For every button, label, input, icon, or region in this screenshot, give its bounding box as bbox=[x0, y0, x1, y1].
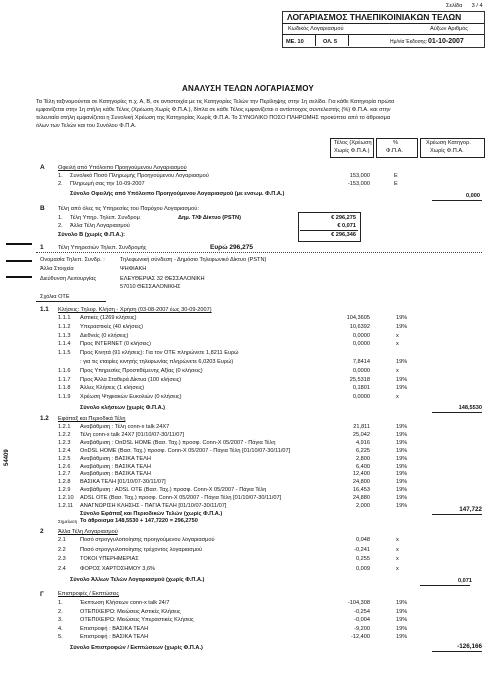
item-label: Αναβάθμιση : Τέλη conn-x talk 24X7 bbox=[80, 424, 170, 430]
item-vat: 19% bbox=[396, 503, 408, 509]
item-vat: x bbox=[396, 537, 399, 543]
intro-line: Τα Τέλη ταξινομούνται σε Κατηγορίες π.χ. Α, Β, σε αντιστοιχία με τις Κατηγορίες Τελών την Περίληψης στην 1η σελίδα. Για κάθε Κατηγορία πρώτα bbox=[36, 99, 395, 105]
item-vat: 19% bbox=[396, 617, 408, 624]
item-amount: 104,3605 bbox=[346, 315, 370, 321]
item-label: Επιστροφή : ΒΑΣΙΚΑ ΤΕΛΗ bbox=[80, 634, 149, 641]
item-label: Έκπτωση Κλήσεων conn-x talk 24/7 bbox=[80, 600, 170, 606]
item-label: Τέλη conn-x talk 24X7 [01/10/07-30/11/07] bbox=[80, 431, 185, 438]
item-vat: 19% bbox=[396, 600, 408, 606]
item-number: 1.2.6 bbox=[58, 463, 71, 470]
item-number: 2. bbox=[58, 181, 63, 187]
item-amount: -104,308 bbox=[347, 600, 370, 606]
item-amount: 24,800 bbox=[352, 479, 370, 486]
item-amount: 0,0000 bbox=[352, 341, 370, 348]
item-amount: 25,042 bbox=[352, 431, 370, 438]
issue-date-label: Ημ/νία Έκδοσης: bbox=[390, 39, 428, 45]
section-total: € 296,346 bbox=[331, 232, 356, 238]
item-label: Αναβάθμιση : ΒΑΣΙΚΑ ΤΕΛΗ bbox=[80, 455, 151, 462]
item-number: 2.2 bbox=[58, 546, 66, 553]
item-number: 1.2.11 bbox=[58, 503, 74, 509]
item-number: 1.2.3 bbox=[58, 439, 71, 446]
section-title: Οφειλή από Υπόλοιπο Προηγούμενου Λογαριασμού bbox=[58, 165, 187, 171]
margin-dash bbox=[6, 260, 32, 262]
item-number: 5. bbox=[58, 634, 63, 641]
item-label: Τέλη Υπηρ. Τηλεπ. Συνδρομ bbox=[70, 215, 140, 221]
section-letter: Α bbox=[40, 164, 45, 171]
item-amount: 0,048 bbox=[356, 537, 370, 543]
subscriber-label: Αύξων Αριθμός bbox=[430, 26, 469, 32]
item-number: 2. bbox=[58, 223, 63, 229]
item-vat: x bbox=[396, 565, 399, 572]
margin-dash bbox=[6, 276, 32, 278]
item-amount: 2,000 bbox=[356, 503, 370, 509]
item-number: 1.1.4 bbox=[58, 341, 71, 348]
column-header-text: % bbox=[393, 140, 398, 146]
info-key: Διεύθυνση Λειτουργίας bbox=[40, 276, 97, 282]
section-total-label: Σύνολο Οφειλής από Υπόλοιπο Προηγούμενου Λογαριασμού (με ενσωμ. Φ.Π.Α.) bbox=[70, 191, 285, 197]
item-number: 1.1.3 bbox=[58, 332, 71, 339]
document-header-title: ΛΟΓΑΡΙΑΣΜΟΣ ΤΗΛΕΠΙΚΟΙΝΙΑΚΩΝ ΤΕΛΩΝ bbox=[287, 12, 462, 22]
item-amount: € 296,275 bbox=[331, 215, 356, 221]
item-label: ΑΝΑΓΝΩΡΙΣΗ ΚΛΗΣΗΣ - ΠΑΓΙΑ ΤΕΛΗ [01/10/07-30/11/07] bbox=[80, 503, 227, 509]
item-vat: 19% bbox=[396, 431, 408, 438]
column-header-text: Χωρίς Φ.Π.Α. bbox=[430, 148, 464, 154]
item-label: Άλλα Τέλη Λογαριασμού bbox=[70, 223, 130, 229]
item-number: 1.2.8 bbox=[58, 479, 71, 486]
item-label: Συνολικό Ποσό Πληρωμής Προηγούμενου Λογαριασμού bbox=[70, 173, 209, 179]
item-label: Ποσό στρογγυλοποίησης τρέχοντος λογαριασμού bbox=[80, 546, 203, 553]
item-amount: 6,400 bbox=[356, 463, 370, 470]
item-vat: 19% bbox=[396, 634, 408, 641]
item-vat: 19% bbox=[396, 495, 408, 502]
section-total: 147,722 bbox=[459, 506, 482, 513]
item-label: Αναβάθμιση : OnDSL HOME (Βασ. Ταχ.) προσφ. Conn-X 05/2007 - Πάγια Τέλη bbox=[80, 439, 276, 446]
section-total-label: Σύνολο κλήσεων (χωρίς Φ.Π.Α.) bbox=[80, 405, 166, 411]
section-title: Άλλα Τέλη Λογαριασμού bbox=[58, 529, 118, 535]
item-label: Υπεραστικές (40 κλήσεις) bbox=[80, 323, 144, 330]
info-value: 57010 ΘΕΣΣΑΛΟΝΙΚΗΣ bbox=[120, 284, 181, 290]
item-vat: x bbox=[396, 341, 399, 348]
item-vat: 19% bbox=[396, 315, 408, 321]
item-amount: 6,225 bbox=[356, 447, 370, 454]
section-total-label: Σύνολο Εφάπαξ και Περιοδικών Τελών (χωρίς Φ.Π.Α.) bbox=[80, 511, 223, 517]
item-number: 3. bbox=[58, 617, 63, 624]
item-vat: 19% bbox=[396, 385, 408, 392]
item-vat: 19% bbox=[396, 463, 408, 470]
section-title: Εφάπαξ και Περιοδικά Τέλη bbox=[58, 416, 126, 422]
item-vat: 19% bbox=[396, 487, 408, 494]
item-vat: 19% bbox=[396, 323, 408, 330]
section-total: -126,166 bbox=[457, 643, 482, 650]
item-amount: -12,400 bbox=[351, 634, 370, 641]
section-letter: Γ bbox=[40, 591, 44, 598]
item-amount: € 0,071 bbox=[337, 223, 356, 229]
item-vat: 19% bbox=[396, 625, 408, 632]
subscription-number: 1 bbox=[40, 244, 44, 251]
item-vat: 19% bbox=[396, 608, 408, 615]
margin-dash bbox=[6, 243, 32, 245]
item-number: 1.2.10 bbox=[58, 495, 74, 502]
item-number: 1.2.4 bbox=[58, 447, 71, 454]
subscription-label: Τέλη Υπηρεσιών Τηλεπ. Συνδρομής bbox=[58, 245, 147, 251]
account-code-label: Κωδικός Λογαριασμού bbox=[288, 26, 344, 32]
item-amount: -153,000 bbox=[347, 181, 370, 187]
item-vat: Ε bbox=[394, 181, 398, 187]
item-label: ΟΤΕΠΙΧΕΙΡΩ: Μειώσεις Αστικές Κλήσεις bbox=[80, 608, 181, 615]
item-number: 1.2.7 bbox=[58, 471, 71, 478]
section-number: 2 bbox=[40, 528, 44, 535]
item-vat: 19% bbox=[396, 479, 408, 486]
item-label: ADSL OTE (Βασ. Ταχ.) προσφ. Conn-X 05/2007 - Πάγια Τέλη [01/10/07-30/11/07] bbox=[80, 495, 282, 502]
column-header-text: Χωρίς Φ.Π.Α.) bbox=[334, 148, 370, 154]
item-vat: 19% bbox=[396, 439, 408, 446]
item-label: Άλλες Κλήσεις (1 κλήσεις) bbox=[80, 385, 145, 392]
side-serial-number: 54409 bbox=[4, 449, 10, 466]
info-value: ΕΛΕΥΘΕΡΙΑΣ 32 ΘΕΣΣΑΛΟΝΙΚΗ bbox=[120, 276, 205, 282]
item-label: : για τις εταιρίες κινητής τηλεφωνίας πληρώνετε 6,0203 Ευρώ) bbox=[80, 359, 234, 365]
section-b-box bbox=[298, 212, 361, 242]
sum-note: Το άθροισμα 148,5530 + 147,7220 = 296,2750 bbox=[80, 518, 198, 524]
item-number: 1.1.7 bbox=[58, 376, 71, 383]
item-number: 1.1.9 bbox=[58, 394, 71, 401]
item-amount: 0,0000 bbox=[352, 367, 370, 374]
item-label: Προς Άλλα Σταθερά Δίκτυα (100 κλήσεις) bbox=[80, 376, 182, 383]
item-amount: 12,400 bbox=[352, 471, 370, 478]
item-amount: 0,1801 bbox=[352, 385, 370, 392]
info-key: Άλλα Στοιχεία bbox=[40, 266, 74, 272]
item-number: 4. bbox=[58, 625, 63, 632]
item-label: ΤΟΚΟΙ ΥΠΕΡΗΜΕΡΙΑΣ bbox=[80, 556, 139, 563]
item-amount: 25,5318 bbox=[349, 376, 370, 383]
intro-line: εμφανίζεται στην 1η στήλη κάθε Τέλος (Χρέωση Χωρίς Φ.Π.Α.), δίπλα σε κάθε Τέλος εμφανίζεται ο αντίστοιχος συντελεστής (%) Φ.Π.Α. και στην bbox=[36, 107, 391, 113]
item-number: 2.4 bbox=[58, 565, 66, 572]
item-amount: 4,916 bbox=[356, 439, 370, 446]
section-number: 1.1 bbox=[40, 306, 49, 313]
item-label: Αναβάθμιση : ΒΑΣΙΚΑ ΤΕΛΗ bbox=[80, 463, 151, 470]
section-number: 1.2 bbox=[40, 415, 49, 422]
item-number: 1.1.2 bbox=[58, 323, 71, 330]
item-vat: 19% bbox=[396, 471, 408, 478]
item-vat: 19% bbox=[396, 455, 408, 462]
item-label: Προς Υπηρεσίες Προστιθέμενης Αξίας (0 κλήσεις) bbox=[80, 367, 203, 374]
item-number: 1.2.1 bbox=[58, 424, 71, 430]
item-number: 1.2.9 bbox=[58, 487, 71, 494]
item-number: 1. bbox=[58, 173, 63, 179]
item-vat: x bbox=[396, 394, 399, 401]
document-title: ΑΝΑΛΥΣΗ ΤΕΛΩΝ ΛΟΓΑΡΙΑΣΜΟΥ bbox=[182, 84, 314, 93]
section-title: Τέλη από όλες τις Υπηρεσίες του Παρόχου Λογαριασμού: bbox=[58, 206, 199, 212]
item-amount: 24,880 bbox=[352, 495, 370, 502]
item-label: ΟΤΕΠΙΧΕΙΡΩ: Μειώσεις Υπεραστικές Κλήσεις bbox=[80, 617, 194, 624]
item-number: 1.2.5 bbox=[58, 455, 71, 462]
section-total: 148,5530 bbox=[458, 405, 482, 411]
issue-date: 01-10-2007 bbox=[428, 38, 464, 45]
item-vat: x bbox=[396, 367, 399, 374]
section-total: 0,000 bbox=[466, 193, 480, 199]
section-letter: Β bbox=[40, 205, 45, 212]
item-label: Προς INTERNET (0 κλήσεις) bbox=[80, 341, 151, 348]
item-number: 2.3 bbox=[58, 556, 66, 563]
item-number: 1.1.1 bbox=[58, 315, 71, 321]
item-vat: Ε bbox=[394, 173, 398, 179]
item-label: Διεθνείς (0 κλήσεις) bbox=[80, 332, 129, 339]
item-amount: -9,200 bbox=[354, 625, 370, 632]
item-label: Ποσό στρογγυλοποίησης προηγούμενου λογαριασμού bbox=[80, 537, 215, 543]
item-number: 1.1.5 bbox=[58, 350, 71, 357]
item-number: 2. bbox=[58, 608, 63, 615]
item-number: 1. bbox=[58, 215, 63, 221]
item-number: 2.1 bbox=[58, 537, 66, 543]
me-label: ΜΕ. 10 bbox=[286, 39, 304, 45]
column-header-text: Χρέωση Κατηγορ. bbox=[426, 140, 471, 146]
note-prefix: Σημείωση bbox=[58, 519, 78, 524]
item-vat: 19% bbox=[396, 359, 408, 365]
section-total-label: Σύνολο Β (χωρίς Φ.Π.Α.): bbox=[58, 232, 125, 238]
info-key: Ονομασία Τηλεπ. Συνδρ. : bbox=[40, 257, 105, 263]
section-total-label: Σύνολο Άλλων Τελών Λογαριασμού (χωρίς Φ.Π.Α.) bbox=[70, 577, 205, 583]
item-label: OnDSL HOME (Βασ. Ταχ.) προσφ. Conn-X 05/2007 - Πάγια Τέλη [01/10/07-30/11/07] bbox=[80, 447, 291, 454]
item-amount: -0,241 bbox=[354, 546, 370, 553]
item-network: Δημ. Τ/Φ Δίκτυο (PSTN) bbox=[178, 215, 241, 221]
subscription-amount: Ευρώ 296,275 bbox=[210, 244, 253, 251]
ol-label: ΟΛ. 5 bbox=[323, 39, 338, 45]
item-amount: 16,453 bbox=[352, 487, 370, 494]
info-value: Τηλεφωνική σύνδεση - Δημόσιο Τηλεφωνικό Δίκτυο (PSTN) bbox=[120, 257, 267, 263]
section-title: Κλήσεις: Τηλεφ. Κλήση - Χρήση (03-08-2007 έως 30-09-2007) bbox=[58, 307, 212, 313]
item-amount: 0,255 bbox=[356, 556, 370, 563]
item-label: ΦΟΡΟΣ ΧΑΡΤΟΣΗΜΟΥ 3,6% bbox=[80, 565, 156, 572]
item-amount: -0,004 bbox=[354, 617, 370, 624]
item-number: 1.1.6 bbox=[58, 367, 71, 374]
item-label: Προς Κινητά (91 κλήσεις): Για τον ΟΤΕ πληρώνετε 1,8211 Ευρώ bbox=[80, 350, 239, 357]
item-vat: x bbox=[396, 556, 399, 563]
item-label: Αναβάθμιση : ΒΑΣΙΚΑ ΤΕΛΗ bbox=[80, 471, 151, 478]
item-vat: x bbox=[396, 332, 399, 339]
item-amount: 21,811 bbox=[353, 424, 370, 430]
column-header-text: Τέλος (Χρέωση bbox=[334, 140, 372, 146]
column-header-text: Φ.Π.Α. bbox=[386, 148, 403, 154]
item-amount: 0,0000 bbox=[352, 394, 370, 401]
item-label: Αστικές (1269 κλήσεις) bbox=[80, 315, 137, 321]
section-title: Επιστροφές / Εκπτώσεις bbox=[58, 591, 120, 597]
item-amount: 2,800 bbox=[356, 455, 370, 462]
item-amount: 0,0000 bbox=[352, 332, 370, 339]
item-amount: 0,009 bbox=[356, 565, 370, 572]
info-key: Σχόλια ΟΤΕ bbox=[40, 294, 70, 300]
item-label: Χρέωση Ψηφιακών Ευκολιών (0 κλήσεις) bbox=[80, 394, 182, 401]
item-number: 1. bbox=[58, 600, 63, 606]
item-vat: 19% bbox=[396, 376, 408, 383]
page-label: Σελίδα 3 / 4 bbox=[446, 3, 483, 9]
item-amount: -0,254 bbox=[354, 608, 370, 615]
item-vat: 19% bbox=[396, 424, 408, 430]
section-total: 0,071 bbox=[458, 578, 472, 584]
item-vat: x bbox=[396, 546, 399, 553]
item-label: Επιστροφή : ΒΑΣΙΚΑ ΤΕΛΗ bbox=[80, 625, 149, 632]
item-amount: 153,000 bbox=[349, 173, 370, 179]
item-number: 1.2.2 bbox=[58, 431, 71, 438]
intro-line: τελευταία στήλη εμφανίζεται η Συνολική Χρέωση της Κατηγορίας Χωρίς Φ.Π.Α. Το ΣΥΝΟΛΙΚΟ ΠΟΣΟ ΠΛΗΡΩΜΗΣ προκύπτει από το άθροισμα bbox=[36, 115, 391, 121]
item-number: 1.1.8 bbox=[58, 385, 71, 392]
item-label: Πληρωμή σας την 10-09-2007 bbox=[70, 181, 145, 187]
info-value: ΨΗΦΙΑΚΗ bbox=[120, 266, 147, 272]
section-total-label: Σύνολο Επιστροφών / Εκπτώσεων (χωρίς Φ.Π.Α.) bbox=[70, 645, 203, 651]
item-amount: 10,6392 bbox=[349, 323, 370, 330]
item-label: Αναβάθμιση : ADSL OTE (Βασ. Ταχ.) προσφ. Conn-X 05/2007 - Πάγια Τέλη bbox=[80, 487, 267, 494]
item-vat: 19% bbox=[396, 447, 408, 454]
intro-line: όλων των Τελών και του Συνόλου Φ.Π.Α. bbox=[36, 123, 137, 129]
item-label: ΒΑΣΙΚΑ ΤΕΛΗ [01/10/07-30/11/07] bbox=[80, 479, 166, 486]
item-amount: 7,8414 bbox=[352, 359, 370, 365]
